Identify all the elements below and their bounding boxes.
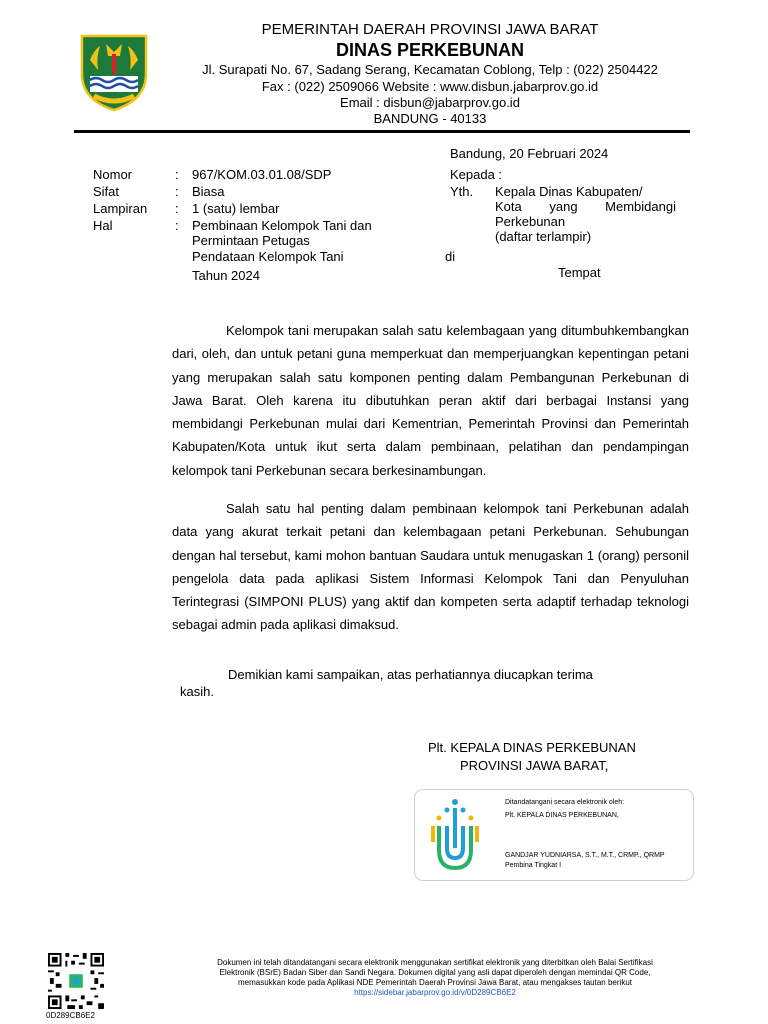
tempat-label: Tempat <box>558 265 601 280</box>
agency-name: DINAS PERKEBUNAN <box>335 40 524 60</box>
recipient-line: (daftar terlampir) <box>495 229 592 244</box>
verification-link[interactable]: https://sidebar.jabarprov.go.id/v/0D289CB6E2 <box>354 988 516 997</box>
nomor-label: Nomor <box>93 167 133 182</box>
hal-line: Pembinaan Kelompok Tani dan <box>192 218 372 233</box>
agency-fax-website: Fax : (022) 2509066 Website : www.disbun.jabarprov.go.id <box>261 79 599 94</box>
kepada-label: Kepada : <box>450 167 503 182</box>
signer-rank: Pembina Tingkat I <box>505 862 562 869</box>
lampiran-value: 1 (satu) lembar <box>192 201 280 216</box>
sifat-label: Sifat <box>93 184 120 199</box>
footer-disclaimer: Elektronik (BSrE) Badan Siber dan Sandi Negara. Dokumen digital yang asli dapat diperoleh dengan memindai QR Code, <box>219 968 651 977</box>
body-paragraph: Kelompok tani merupakan salah satu kelembagaan yang ditumbuhkembangkan dari, oleh, dan untuk petani guna memperkuat dan memperjuangkan kepentingan petani yang merupakan salah satu komponen penting dalam Pembangunan Perkebunan di Jawa Barat. Oleh karena itu dibutuhkan peran aktif dari berbagai Instansi yang membidangi Perkebunan mulai dari Kementrian, Pemerintah Provinsi dan Pemerintah Kabupaten/Kota untuk ikut serta dalam pembinaan, pelatihan dan pendampingan kelompok tani Perkebunan secara berkesinambungan. <box>172 323 689 478</box>
lampiran-label: Lampiran <box>93 201 148 216</box>
government-name: PEMERINTAH DAERAH PROVINSI JAWA BARAT <box>261 21 599 38</box>
lampiran-colon: : <box>175 201 179 216</box>
nomor-value: 967/KOM.03.01.08/SDP <box>192 167 332 182</box>
signatory-title: Plt. KEPALA DINAS PERKEBUNAN <box>428 740 636 755</box>
signer-position: Plt. KEPALA DINAS PERKEBUNAN, <box>505 812 619 819</box>
agency-email: Email : disbun@jabarprov.go.id <box>340 95 520 110</box>
nomor-colon: : <box>175 167 179 182</box>
closing-line: Demikian kami sampaikan, atas perhatiannya diucapkan terima <box>228 667 593 682</box>
footer-disclaimer: Dokumen ini telah ditandatangani secara elektronik menggunakan sertifikat elektronik yang diterbitkan oleh Balai Sertifikasi <box>217 958 653 967</box>
di-label: di <box>445 249 456 264</box>
footer-disclaimer: memasukkan kode pada Aplikasi NDE Pemerintah Daerah Provinsi Jawa Barat, atau mengakses tautan berikut <box>238 978 632 987</box>
hal-line: Tahun 2024 <box>192 268 260 283</box>
closing-line: kasih. <box>180 684 214 699</box>
letterhead-divider <box>74 130 690 133</box>
recipient-line: Kepala Dinas Kabupaten/ <box>495 184 643 199</box>
recipient-line: Perkebunan <box>495 214 566 229</box>
body-paragraph: Salah satu hal penting dalam pembinaan kelompok tani Perkebunan adalah data yang akurat terkait petani dan kelembagaan petani Perkebunan. Sehubungan dengan hal tersebut, kami mohon bantuan Saudara untuk menugaskan 1 (orang) personil pengelola data pada aplikasi Sistem Informasi Kelompok Tani dan Penyuluhan Terintegrasi (SIMPONI PLUS) yang aktif dan kompeten serta adaptif terhadap teknologi sebagai admin pada aplikasi dimaksud. <box>172 501 689 633</box>
qr-code-label: 0D289CB6E2 <box>46 1011 95 1020</box>
agency-city: BANDUNG - 40133 <box>373 111 487 126</box>
sifat-value: Biasa <box>192 184 225 199</box>
signatory-province: PROVINSI JAWA BARAT, <box>460 758 609 773</box>
signed-electronically-by: Ditandatangani secara elektronik oleh: <box>505 799 625 806</box>
letter-date: Bandung, 20 Februari 2024 <box>450 146 609 161</box>
qr-code-icon <box>48 953 104 1009</box>
jawa-barat-logo <box>76 30 152 112</box>
hal-line: Permintaan Petugas <box>192 233 310 248</box>
hal-label: Hal <box>93 218 113 233</box>
yth-label: Yth. <box>450 184 474 199</box>
sifat-colon: : <box>175 184 179 199</box>
agency-address: Jl. Surapati No. 67, Sadang Serang, Kecamatan Coblong, Telp : (022) 2504422 <box>202 62 658 77</box>
e-signature-seal-icon <box>425 796 485 876</box>
recipient-line: Kota yang Membidangi <box>495 199 676 214</box>
signer-name: GANDJAR YUDNIARSA, S.T., M.T., CRMP., QRMP <box>505 852 665 859</box>
hal-line: Pendataan Kelompok Tani <box>192 249 344 264</box>
e-signature-box <box>414 789 694 881</box>
hal-colon: : <box>175 218 179 233</box>
